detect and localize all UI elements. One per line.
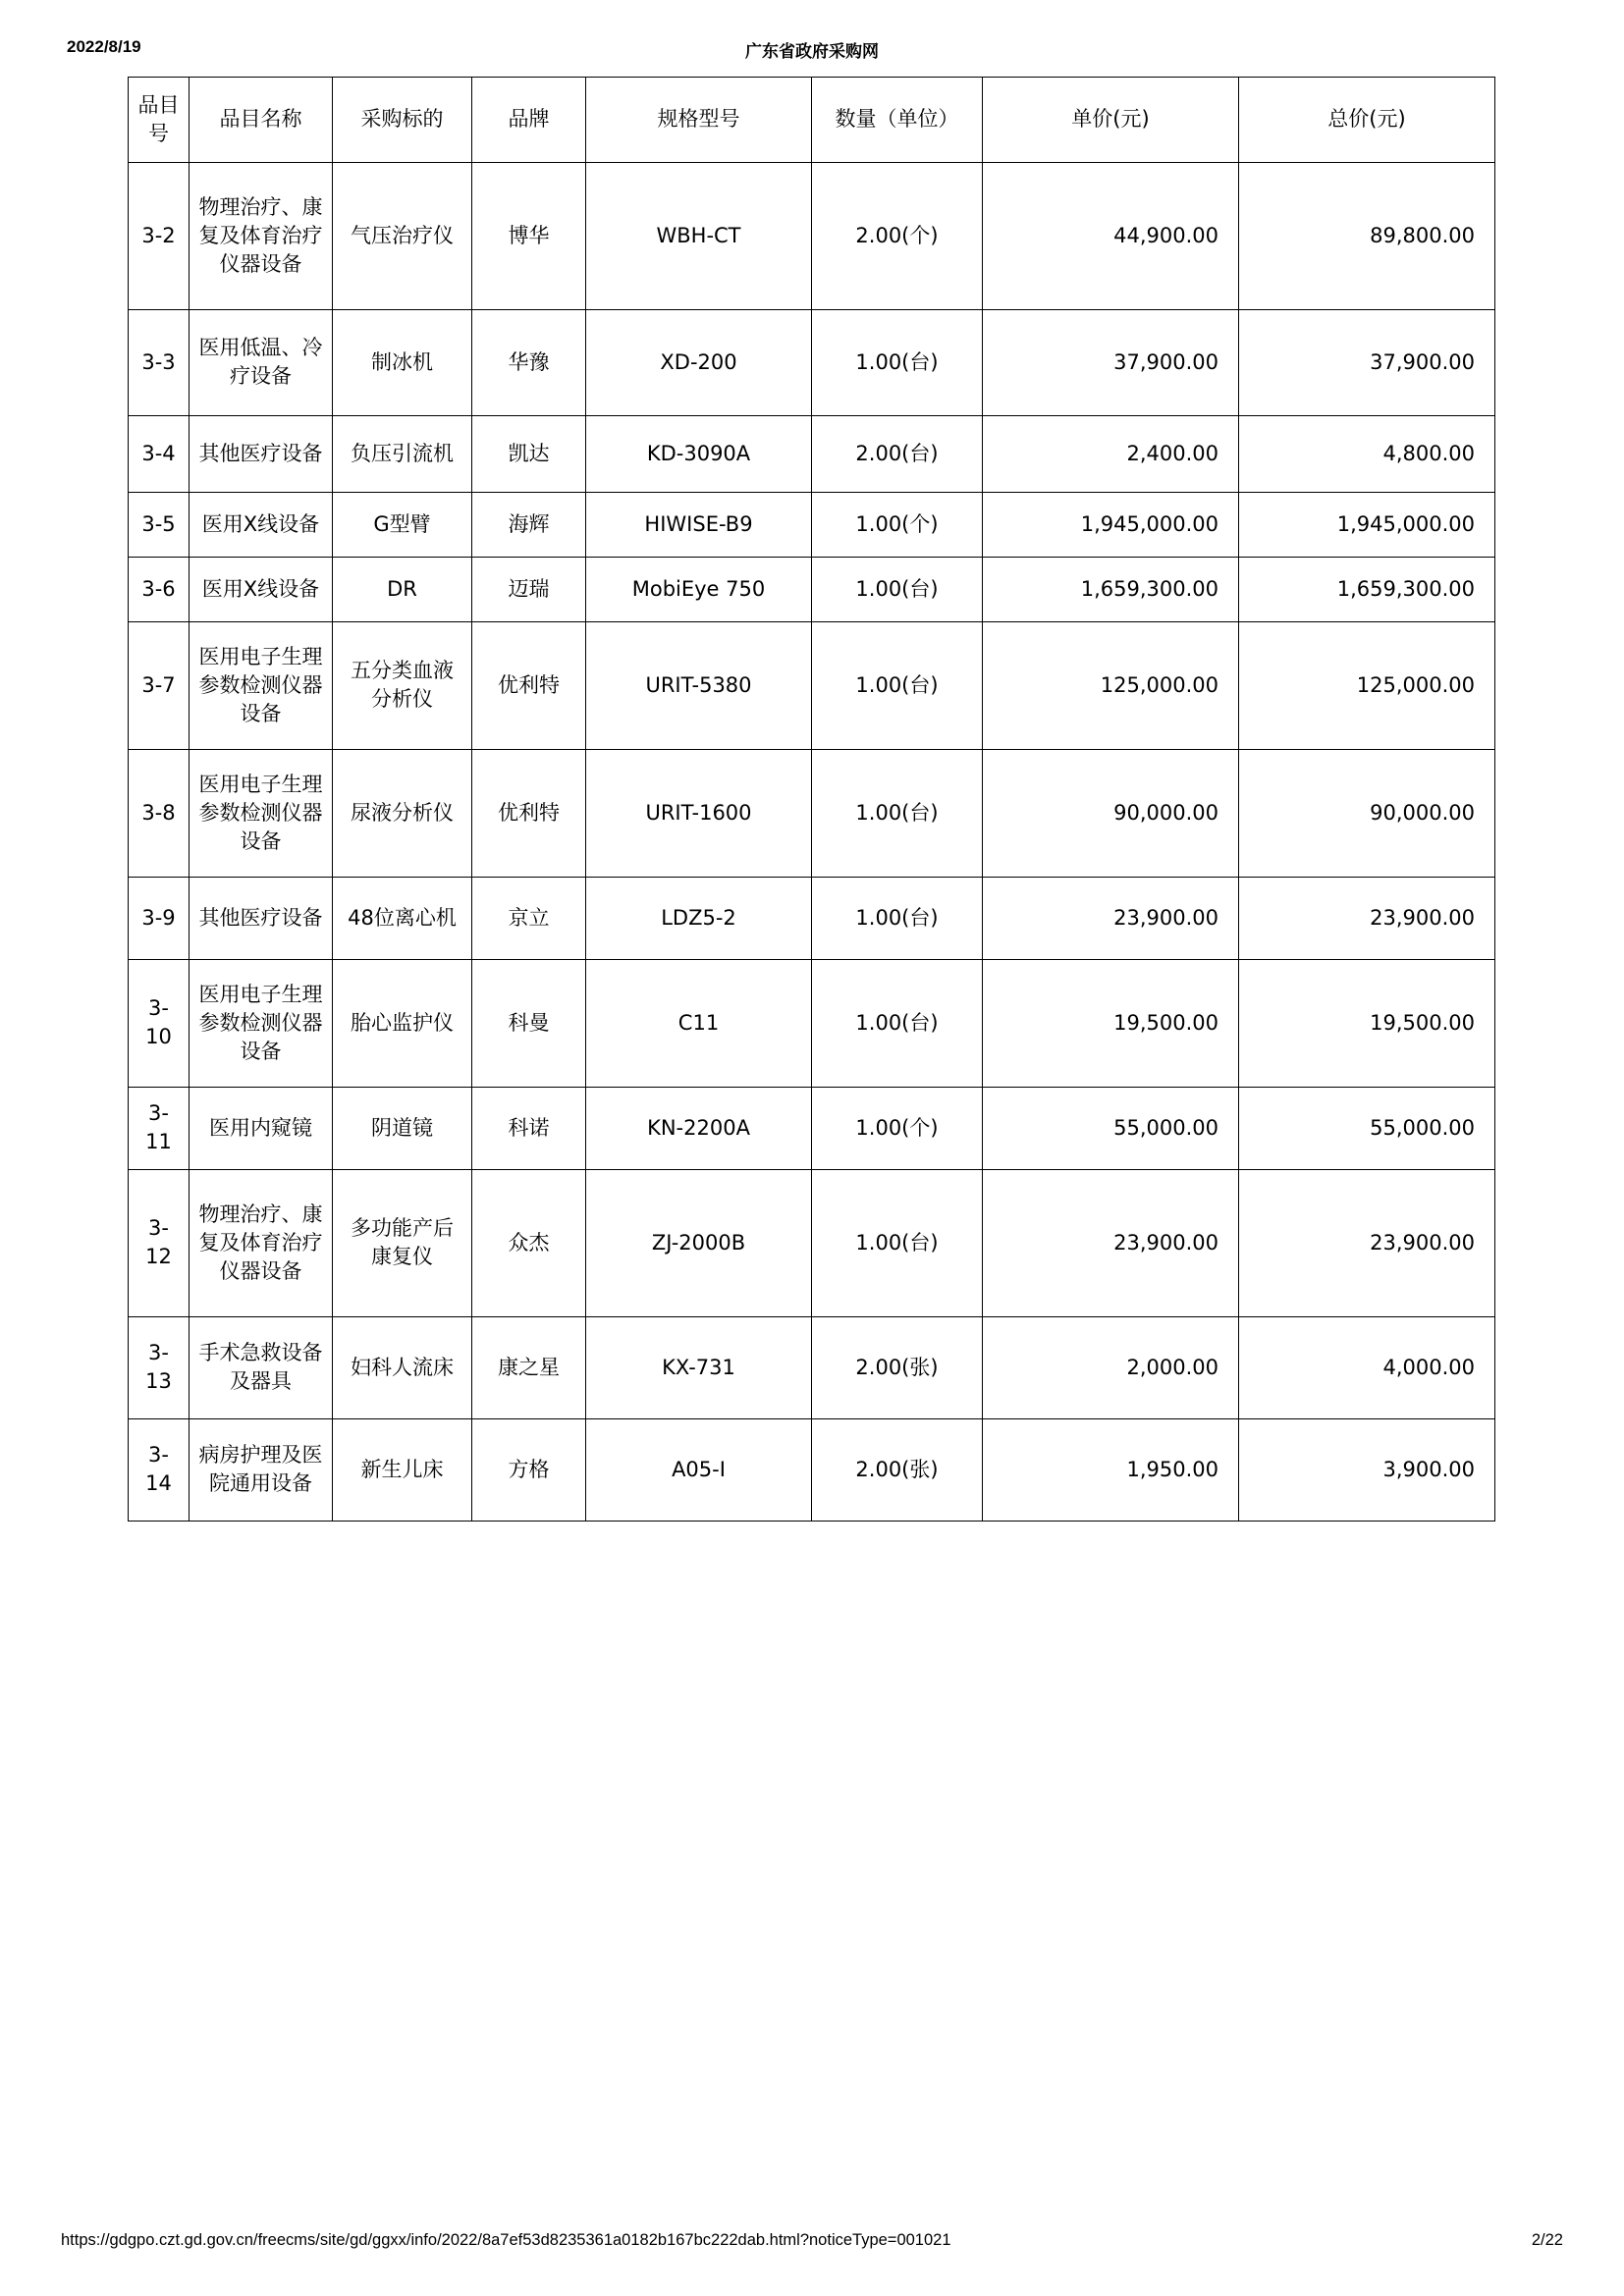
cell-unit-price: 1,945,000.00: [983, 492, 1239, 557]
table-body: [129, 162, 1495, 1521]
cell-total-price: 125,000.00: [1239, 621, 1495, 749]
cell-unit-price: 44,900.00: [983, 162, 1239, 309]
cell-unit-price: 37,900.00: [983, 309, 1239, 415]
cell-brand: 海辉: [472, 492, 586, 557]
cell-procurement-target: 新生儿床: [333, 1418, 472, 1521]
cell-quantity: 1.00(台): [812, 309, 983, 415]
cell-item-name: 医用电子生理参数检测仪器设备: [189, 621, 333, 749]
cell-brand: 优利特: [472, 621, 586, 749]
table-row: [129, 621, 1495, 749]
cell-model: C11: [586, 959, 812, 1087]
table-row: [129, 1087, 1495, 1169]
cell-total-price: 1,659,300.00: [1239, 557, 1495, 621]
cell-item-name: 其他医疗设备: [189, 415, 333, 492]
cell-brand: 众杰: [472, 1169, 586, 1316]
cell-procurement-target: 48位离心机: [333, 877, 472, 959]
cell-unit-price: 125,000.00: [983, 621, 1239, 749]
cell-procurement-target: 妇科人流床: [333, 1316, 472, 1418]
cell-quantity: 1.00(个): [812, 1087, 983, 1169]
cell-procurement-target: DR: [333, 557, 472, 621]
column-header-item-no: 品目号: [129, 78, 189, 163]
header-date: 2022/8/19: [67, 37, 141, 56]
cell-item-name: 物理治疗、康复及体育治疗仪器设备: [189, 162, 333, 309]
cell-total-price: 23,900.00: [1239, 877, 1495, 959]
cell-brand: 优利特: [472, 749, 586, 877]
cell-total-price: 55,000.00: [1239, 1087, 1495, 1169]
cell-item-name: 医用X线设备: [189, 492, 333, 557]
cell-item-no: 3-5: [129, 492, 189, 557]
page-header: [0, 37, 1624, 61]
cell-brand: 科诺: [472, 1087, 586, 1169]
cell-item-no: 3-7: [129, 621, 189, 749]
cell-model: WBH-CT: [586, 162, 812, 309]
table-row: [129, 1169, 1495, 1316]
cell-item-name: 医用低温、冷疗设备: [189, 309, 333, 415]
cell-item-no: 3-13: [129, 1316, 189, 1418]
cell-brand: 科曼: [472, 959, 586, 1087]
cell-procurement-target: 气压治疗仪: [333, 162, 472, 309]
cell-unit-price: 1,659,300.00: [983, 557, 1239, 621]
cell-item-no: 3-8: [129, 749, 189, 877]
cell-total-price: 3,900.00: [1239, 1418, 1495, 1521]
cell-quantity: 1.00(台): [812, 1169, 983, 1316]
cell-item-no: 3-2: [129, 162, 189, 309]
cell-procurement-target: 阴道镜: [333, 1087, 472, 1169]
footer-source-url: https://gdgpo.czt.gd.gov.cn/freecms/site/gd/ggxx/info/2022/8a7ef53d8235361a0182b167bc222dab.html?noticeType=001021: [61, 2231, 951, 2249]
cell-unit-price: 23,900.00: [983, 877, 1239, 959]
cell-brand: 康之星: [472, 1316, 586, 1418]
cell-model: HIWISE-B9: [586, 492, 812, 557]
cell-model: URIT-5380: [586, 621, 812, 749]
table-row: [129, 959, 1495, 1087]
column-header-item-name: 品目名称: [189, 78, 333, 163]
cell-quantity: 1.00(台): [812, 621, 983, 749]
cell-brand: 博华: [472, 162, 586, 309]
table-row: [129, 557, 1495, 621]
cell-item-name: 病房护理及医院通用设备: [189, 1418, 333, 1521]
cell-item-no: 3-9: [129, 877, 189, 959]
cell-brand: 方格: [472, 1418, 586, 1521]
cell-procurement-target: 胎心监护仪: [333, 959, 472, 1087]
cell-procurement-target: 制冰机: [333, 309, 472, 415]
cell-item-no: 3-10: [129, 959, 189, 1087]
procurement-table-container: [128, 77, 1494, 1522]
cell-unit-price: 19,500.00: [983, 959, 1239, 1087]
cell-procurement-target: 多功能产后康复仪: [333, 1169, 472, 1316]
cell-total-price: 4,800.00: [1239, 415, 1495, 492]
table-row: [129, 492, 1495, 557]
cell-quantity: 1.00(台): [812, 959, 983, 1087]
cell-model: KX-731: [586, 1316, 812, 1418]
cell-model: KN-2200A: [586, 1087, 812, 1169]
column-header-unit-price: 单价(元): [983, 78, 1239, 163]
cell-item-name: 手术急救设备及器具: [189, 1316, 333, 1418]
table-row: [129, 877, 1495, 959]
footer-page-number: 2/22: [1531, 2231, 1563, 2249]
cell-unit-price: 90,000.00: [983, 749, 1239, 877]
column-header-procurement-target: 采购标的: [333, 78, 472, 163]
cell-brand: 华豫: [472, 309, 586, 415]
cell-total-price: 90,000.00: [1239, 749, 1495, 877]
cell-item-name: 医用电子生理参数检测仪器设备: [189, 749, 333, 877]
cell-brand: 凯达: [472, 415, 586, 492]
cell-model: XD-200: [586, 309, 812, 415]
cell-unit-price: 2,000.00: [983, 1316, 1239, 1418]
cell-quantity: 2.00(张): [812, 1316, 983, 1418]
cell-total-price: 4,000.00: [1239, 1316, 1495, 1418]
table-header-row: [129, 78, 1495, 163]
table-row: [129, 309, 1495, 415]
cell-brand: 京立: [472, 877, 586, 959]
cell-total-price: 19,500.00: [1239, 959, 1495, 1087]
column-header-brand: 品牌: [472, 78, 586, 163]
cell-quantity: 1.00(台): [812, 877, 983, 959]
cell-quantity: 1.00(台): [812, 557, 983, 621]
cell-procurement-target: G型臂: [333, 492, 472, 557]
cell-item-no: 3-4: [129, 415, 189, 492]
column-header-quantity: 数量（单位）: [812, 78, 983, 163]
page-footer: [0, 2231, 1624, 2253]
cell-item-no: 3-11: [129, 1087, 189, 1169]
cell-brand: 迈瑞: [472, 557, 586, 621]
cell-total-price: 89,800.00: [1239, 162, 1495, 309]
cell-procurement-target: 五分类血液分析仪: [333, 621, 472, 749]
cell-total-price: 23,900.00: [1239, 1169, 1495, 1316]
cell-unit-price: 2,400.00: [983, 415, 1239, 492]
cell-model: KD-3090A: [586, 415, 812, 492]
cell-quantity: 2.00(个): [812, 162, 983, 309]
cell-model: URIT-1600: [586, 749, 812, 877]
cell-item-no: 3-3: [129, 309, 189, 415]
cell-unit-price: 1,950.00: [983, 1418, 1239, 1521]
cell-total-price: 37,900.00: [1239, 309, 1495, 415]
cell-item-name: 医用内窥镜: [189, 1087, 333, 1169]
procurement-table: [128, 77, 1495, 1522]
cell-model: MobiEye 750: [586, 557, 812, 621]
cell-unit-price: 55,000.00: [983, 1087, 1239, 1169]
cell-quantity: 2.00(台): [812, 415, 983, 492]
cell-quantity: 2.00(张): [812, 1418, 983, 1521]
column-header-model: 规格型号: [586, 78, 812, 163]
table-row: [129, 415, 1495, 492]
cell-model: LDZ5-2: [586, 877, 812, 959]
cell-procurement-target: 尿液分析仪: [333, 749, 472, 877]
cell-model: ZJ-2000B: [586, 1169, 812, 1316]
cell-item-name: 医用电子生理参数检测仪器设备: [189, 959, 333, 1087]
cell-item-no: 3-14: [129, 1418, 189, 1521]
table-row: [129, 162, 1495, 309]
table-row: [129, 749, 1495, 877]
cell-item-name: 其他医疗设备: [189, 877, 333, 959]
table-row: [129, 1418, 1495, 1521]
cell-quantity: 1.00(个): [812, 492, 983, 557]
table-row: [129, 1316, 1495, 1418]
cell-total-price: 1,945,000.00: [1239, 492, 1495, 557]
cell-item-no: 3-6: [129, 557, 189, 621]
header-site-title: 广东省政府采购网: [745, 42, 879, 62]
cell-unit-price: 23,900.00: [983, 1169, 1239, 1316]
cell-procurement-target: 负压引流机: [333, 415, 472, 492]
column-header-total-price: 总价(元): [1239, 78, 1495, 163]
cell-item-no: 3-12: [129, 1169, 189, 1316]
cell-item-name: 医用X线设备: [189, 557, 333, 621]
cell-item-name: 物理治疗、康复及体育治疗仪器设备: [189, 1169, 333, 1316]
cell-model: A05-I: [586, 1418, 812, 1521]
cell-quantity: 1.00(台): [812, 749, 983, 877]
